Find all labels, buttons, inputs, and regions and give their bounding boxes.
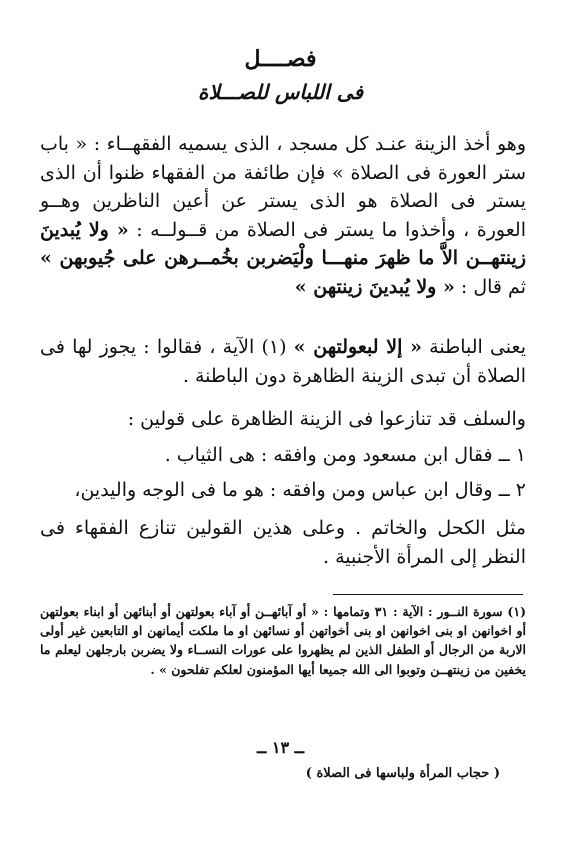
footnote-divider [333,594,523,595]
paragraph-intro-text: وهو أخذ الزينة عنـد كل مسجد ، الذى يسميه الفقهــاء : « باب ستر العورة فى الصلاة » فإن طائفة من الفقهاء ظنوا أن الذى يستر فى الصلاة هو الذى يستر عن أعين الناظرين وهــو العورة ، وأخذوا ما يستر فى الصلاة من قــولــه : [40,133,526,241]
paragraph-salaf: والسلف قد تنازعوا فى الزينة الظاهرة على قولين : [127,408,526,430]
paragraph-batina-rest: (١) الآية ، فقالوا : يجوز لها فى الصلاة أن تبدى الزينة الظاهرة دون الباطنة . [40,336,526,387]
quran-quote-3: « إلا لبعولتهن » [293,336,422,358]
quran-quote-1: « ولا يُبدينَ زينتهــن الاَّ ما ظهرَ منهـــا ولْيَضربن بخُمــرهن على جُيوبهن » [40,218,526,269]
footnote: (١) سورة النــور : الآية : ٣١ وتمامها : « أو آبائهــن أو آباء بعولتهن أو أبنائهن أو ابناء بعولتهن أو اخوانهن او بنى اخوانهن او بنى أخواتهن أو نسائهن او ما ملكت أيمانهن او التابعين غير أولى الاربة من الرجال أو الطفل الذين لم يظهروا على عورات النســاء ولا يضربن بارجلهن ليعلم ما يخفين من زينتهــن وتوبوا الى الله جميعا أيها المؤمنون لعلكم تفلحون » . [40,604,526,677]
paragraph-batina-intro: يعنى الباطنة [422,336,526,358]
quran-quote-2: « ولا يُبدينَ زينتهن » [294,275,455,298]
paragraph-conclusion: مثل الكحل والخاتم . وعلى هذين القولين تنازع الفقهاء فى النظر إلى المرأة الأجنبية . [40,517,526,568]
running-footer: ( حجاب المرأة ولباسها فى الصلاة ) [305,766,500,781]
paragraph-intro-mid: ثم قال : [454,275,526,298]
opinion-2: ٢ ــ وقال ابن عباس ومن وافقه : هو ما فى الوجه واليدين، [74,479,526,501]
paragraph-intro [40,130,526,301]
paragraph-batina [40,333,526,390]
page-number: ــ ١٣ ــ [256,738,305,757]
chapter-title: فى اللباس للصـــلاة [197,80,364,104]
section-heading: فصــــل [244,46,317,72]
opinion-1: ١ ــ فقال ابن مسعود ومن وافقه : هى الثياب . [164,444,526,466]
